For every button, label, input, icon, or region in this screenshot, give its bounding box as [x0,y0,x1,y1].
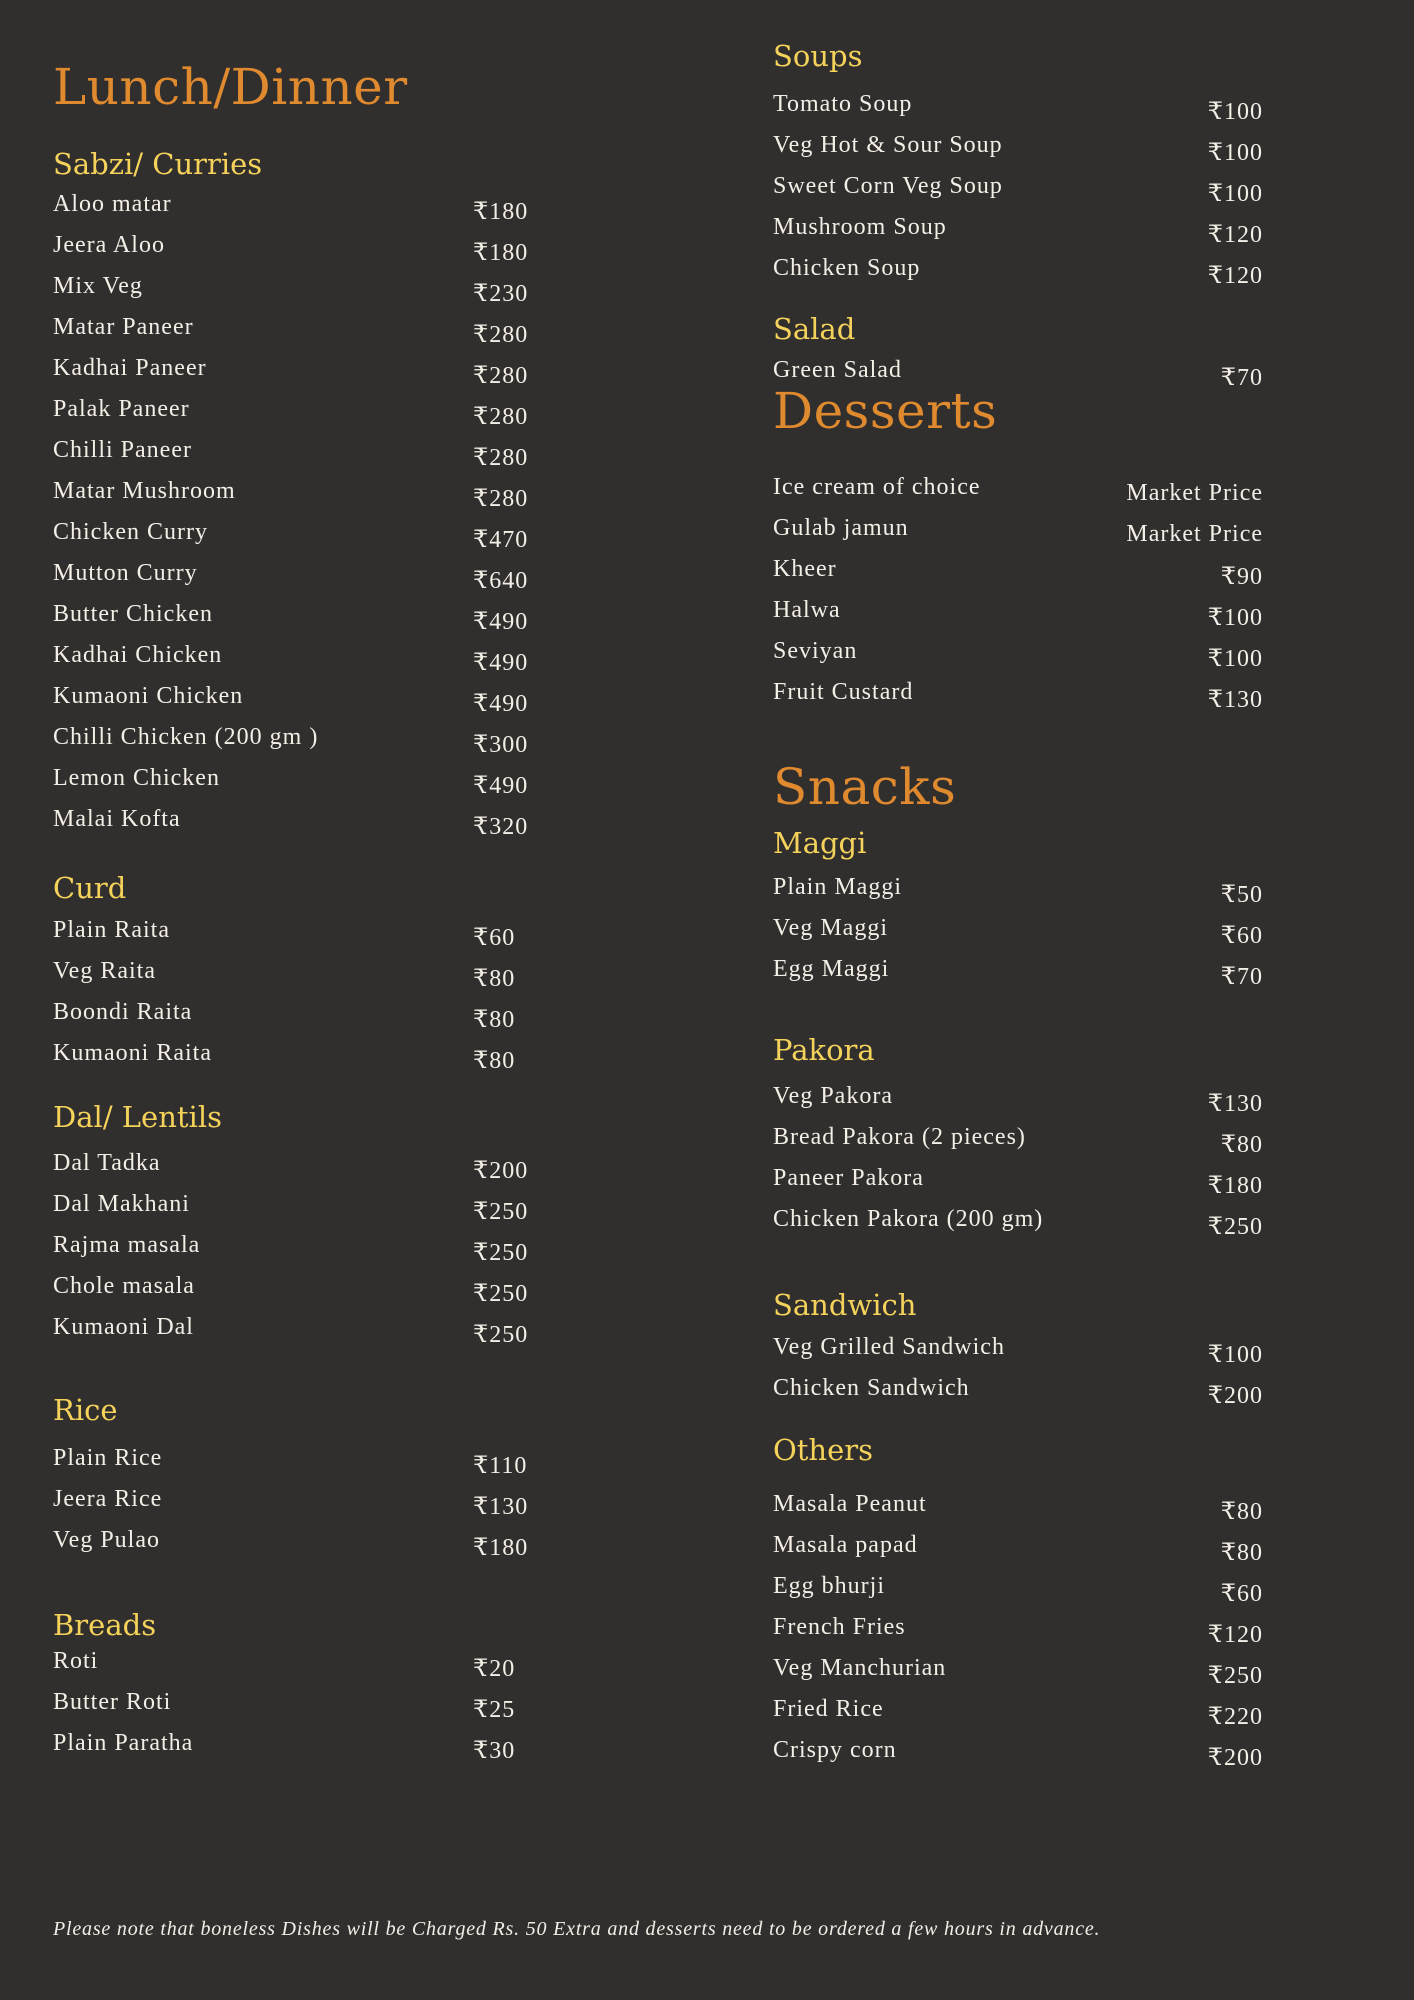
item-name: Plain Paratha [53,1730,194,1756]
desserts-title: Desserts [773,382,998,440]
menu-item [773,1737,1263,1778]
menu-item [773,556,1263,597]
item-name: Kumaoni Dal [53,1314,194,1340]
menu-item [53,1232,533,1273]
menu-item [773,1375,1263,1416]
item-name: Egg Maggi [773,956,890,982]
menu-item [53,1314,533,1355]
item-name: Veg Hot & Sour Soup [773,132,1003,158]
item-price: ₹490 [473,773,529,799]
item-name: Mushroom Soup [773,214,947,240]
menu-item [53,999,533,1040]
menu-item [773,1573,1263,1614]
item-price: ₹250 [473,1281,529,1307]
item-name: Veg Grilled Sandwich [773,1334,1005,1360]
item-name: Paneer Pakora [773,1165,924,1191]
menu-item [773,515,1263,556]
item-name: Seviyan [773,638,858,664]
soups-heading: Soups [773,39,863,73]
item-price: ₹280 [473,363,529,389]
item-name: Rajma masala [53,1232,201,1258]
item-price: ₹120 [1207,263,1263,289]
item-price: ₹20 [473,1656,516,1682]
menu-item [773,1334,1263,1375]
item-price: Market Price [1126,480,1263,506]
item-price: ₹280 [473,322,529,348]
menu-item [53,683,533,724]
item-price: ₹490 [473,609,529,635]
item-price: ₹100 [1207,140,1263,166]
item-price: ₹250 [1207,1214,1263,1240]
item-price: ₹60 [1220,1581,1263,1607]
item-name: Plain Raita [53,917,170,943]
item-name: Chicken Soup [773,255,921,281]
sandwich-list [773,1334,1263,1416]
menu-item [53,1040,533,1081]
menu-item [773,91,1263,132]
menu-item [53,1445,533,1486]
item-name: Plain Maggi [773,874,902,900]
menu-item [53,1191,533,1232]
curd-heading: Curd [53,871,127,905]
item-name: Green Salad [773,357,902,383]
menu-item [53,437,533,478]
item-name: Roti [53,1648,99,1674]
item-price: ₹470 [473,527,529,553]
item-price: ₹90 [1220,564,1263,590]
sabzi-list [53,191,533,847]
item-price: ₹50 [1220,882,1263,908]
item-name: Butter Chicken [53,601,213,627]
menu-item [53,806,533,847]
item-price: ₹180 [1207,1173,1263,1199]
menu-item [53,396,533,437]
menu-item [773,1532,1263,1573]
item-name: Kheer [773,556,837,582]
item-price: ₹100 [1207,605,1263,631]
item-name: Tomato Soup [773,91,913,117]
menu-item [773,915,1263,956]
item-name: Dal Makhani [53,1191,190,1217]
item-price: ₹110 [473,1453,528,1479]
maggi-heading: Maggi [773,826,867,860]
menu-item [773,173,1263,214]
item-price: ₹200 [473,1158,529,1184]
item-price: ₹70 [1220,365,1263,391]
item-price: ₹280 [473,486,529,512]
item-price: ₹320 [473,814,529,840]
item-name: Mutton Curry [53,560,198,586]
item-price: ₹60 [473,925,516,951]
pakora-list [773,1083,1263,1247]
item-price: ₹250 [473,1322,529,1348]
menu-item [773,1696,1263,1737]
item-name: Boondi Raita [53,999,193,1025]
breads-list [53,1648,533,1771]
item-name: Bread Pakora (2 pieces) [773,1124,1026,1150]
menu-item [53,601,533,642]
item-price: ₹180 [473,240,529,266]
menu-item [773,1491,1263,1532]
menu-item [53,314,533,355]
menu-item [773,1614,1263,1655]
item-name: Veg Raita [53,958,156,984]
menu-item [53,355,533,396]
item-price: ₹25 [473,1697,516,1723]
menu-item [773,1655,1263,1696]
item-price: ₹80 [473,1007,516,1033]
menu-item [53,1730,533,1771]
dal-heading: Dal/ Lentils [53,1100,222,1134]
item-name: Ice cream of choice [773,474,981,500]
item-name: Chicken Pakora (200 gm) [773,1206,1044,1232]
item-name: Palak Paneer [53,396,190,422]
item-name: Halwa [773,597,841,623]
item-price: ₹120 [1207,1622,1263,1648]
item-price: ₹80 [1220,1540,1263,1566]
menu-item [773,1124,1263,1165]
pakora-heading: Pakora [773,1033,875,1067]
item-price: ₹490 [473,691,529,717]
item-name: Veg Manchurian [773,1655,947,1681]
item-price: ₹130 [1207,687,1263,713]
item-price: ₹80 [473,1048,516,1074]
snacks-title: Snacks [773,758,957,816]
menu-item [53,958,533,999]
menu-item [773,132,1263,173]
item-name: Chole masala [53,1273,195,1299]
curd-list [53,917,533,1081]
menu-item [53,1527,533,1568]
item-name: Masala Peanut [773,1491,927,1517]
item-name: Malai Kofta [53,806,181,832]
menu-item [773,255,1263,296]
menu-item [773,679,1263,720]
menu-item [53,1648,533,1689]
menu-item [53,232,533,273]
menu-item [53,1150,533,1191]
item-price: ₹200 [1207,1383,1263,1409]
item-name: Kumaoni Chicken [53,683,244,709]
item-name: Masala papad [773,1532,918,1558]
menu-item [53,478,533,519]
menu-item [773,1083,1263,1124]
item-price: Market Price [1126,521,1263,547]
item-name: Kadhai Chicken [53,642,223,668]
item-price: ₹100 [1207,99,1263,125]
item-price: ₹200 [1207,1745,1263,1771]
item-name: Plain Rice [53,1445,163,1471]
item-price: ₹120 [1207,222,1263,248]
item-name: Veg Pakora [773,1083,893,1109]
menu-item [773,874,1263,915]
item-price: ₹80 [1220,1499,1263,1525]
menu-item [53,642,533,683]
item-price: ₹100 [1207,646,1263,672]
item-price: ₹490 [473,650,529,676]
item-price: ₹100 [1207,181,1263,207]
item-name: French Fries [773,1614,906,1640]
menu-item [53,1273,533,1314]
item-name: Fried Rice [773,1696,884,1722]
menu-item [53,519,533,560]
item-name: Butter Roti [53,1689,172,1715]
item-price: ₹80 [1220,1132,1263,1158]
item-name: Gulab jamun [773,515,909,541]
item-name: Dal Tadka [53,1150,161,1176]
salad-heading: Salad [773,312,856,346]
others-list [773,1491,1263,1778]
rice-heading: Rice [53,1393,118,1427]
sabzi-heading: Sabzi/ Curries [53,147,263,181]
item-price: ₹640 [473,568,529,594]
lunch-dinner-title: Lunch/Dinner [53,58,408,116]
item-price: ₹280 [473,445,529,471]
menu-item [773,474,1263,515]
item-price: ₹70 [1220,964,1263,990]
menu-item [773,1206,1263,1247]
item-name: Sweet Corn Veg Soup [773,173,1003,199]
menu-item [773,597,1263,638]
item-name: Jeera Aloo [53,232,165,258]
sandwich-heading: Sandwich [773,1288,917,1322]
menu-item [53,191,533,232]
item-name: Chicken Sandwich [773,1375,970,1401]
item-price: ₹130 [473,1494,529,1520]
item-name: Mix Veg [53,273,143,299]
item-price: ₹230 [473,281,529,307]
menu-item [773,214,1263,255]
item-name: Kumaoni Raita [53,1040,212,1066]
item-name: Chilli Paneer [53,437,192,463]
rice-list [53,1445,533,1568]
item-price: ₹220 [1207,1704,1263,1730]
soups-list [773,91,1263,296]
item-name: Chilli Chicken (200 gm ) [53,724,319,750]
item-price: ₹250 [473,1199,529,1225]
item-price: ₹60 [1220,923,1263,949]
item-price: ₹100 [1207,1342,1263,1368]
item-price: ₹80 [473,966,516,992]
item-price: ₹250 [1207,1663,1263,1689]
item-price: ₹30 [473,1738,516,1764]
item-price: ₹250 [473,1240,529,1266]
menu-item [773,1165,1263,1206]
item-name: Matar Mushroom [53,478,236,504]
menu-item [53,917,533,958]
breads-heading: Breads [53,1608,157,1642]
item-name: Jeera Rice [53,1486,163,1512]
item-name: Crispy corn [773,1737,897,1763]
menu-item [53,1486,533,1527]
item-name: Kadhai Paneer [53,355,207,381]
item-price: ₹180 [473,1535,529,1561]
item-name: Lemon Chicken [53,765,220,791]
menu-item [53,560,533,601]
menu-item [53,724,533,765]
item-price: ₹280 [473,404,529,430]
item-name: Fruit Custard [773,679,914,705]
item-name: Chicken Curry [53,519,208,545]
item-price: ₹300 [473,732,529,758]
item-price: ₹130 [1207,1091,1263,1117]
others-heading: Others [773,1433,874,1467]
item-name: Veg Maggi [773,915,888,941]
item-price: ₹180 [473,199,529,225]
desserts-list [773,474,1263,720]
menu-item [773,956,1263,997]
dal-list [53,1150,533,1355]
footnote: Please note that boneless Dishes will be Charged Rs. 50 Extra and desserts need to be ordered a few hours in advance. [53,1918,1101,1940]
menu-item [53,1689,533,1730]
item-name: Matar Paneer [53,314,194,340]
item-name: Egg bhurji [773,1573,885,1599]
maggi-list [773,874,1263,997]
menu-item [53,765,533,806]
menu-item [53,273,533,314]
item-name: Veg Pulao [53,1527,160,1553]
item-name: Aloo matar [53,191,172,217]
menu-item [773,638,1263,679]
